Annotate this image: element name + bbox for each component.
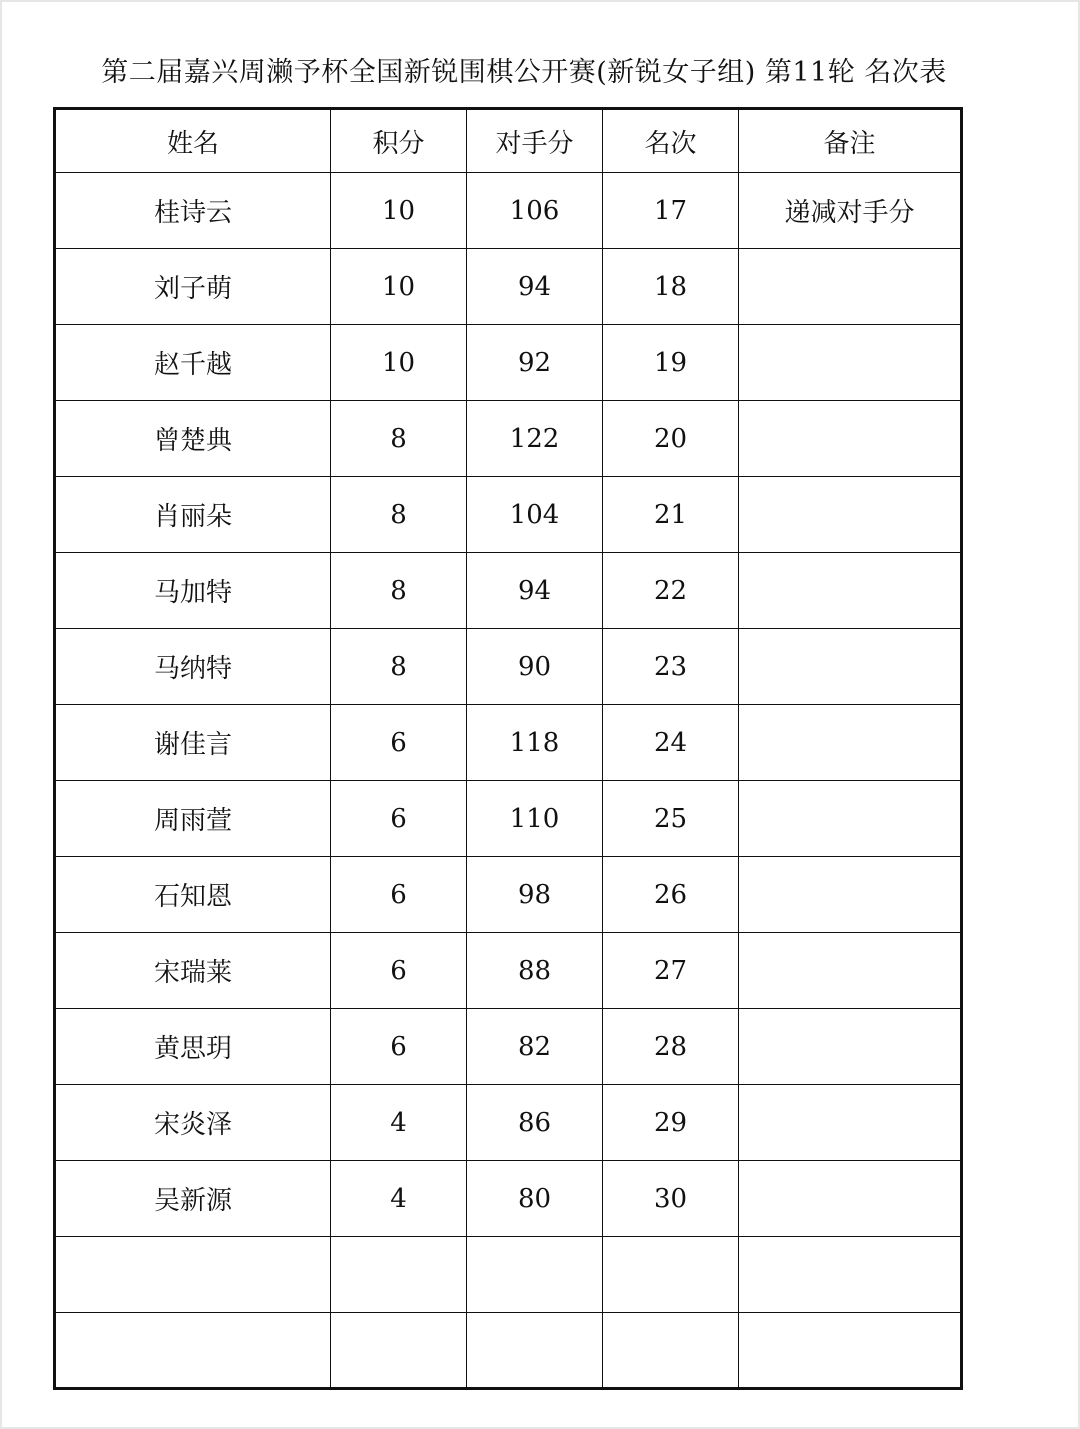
rank-cell: 20 [603, 401, 739, 477]
score-cell [331, 1237, 467, 1313]
table-row [55, 1313, 962, 1389]
page-title: 第二届嘉兴周濑予杯全国新锐围棋公开赛(新锐女子组) 第11轮 名次表 [101, 57, 947, 88]
table-row [55, 629, 962, 705]
player-name-cell [55, 1313, 331, 1389]
table-row [55, 325, 962, 401]
column-header-rank: 名次 [603, 109, 739, 173]
opponent-score-cell: 110 [467, 781, 603, 857]
rank-cell: 29 [603, 1085, 739, 1161]
remark-cell [739, 401, 962, 477]
remark-cell [739, 781, 962, 857]
remark-cell [739, 705, 962, 781]
remark-cell: 递减对手分 [739, 173, 962, 249]
ranking-table [53, 107, 963, 1390]
table-row [55, 1009, 962, 1085]
opponent-score-cell: 94 [467, 553, 603, 629]
opponent-score-cell [467, 1237, 603, 1313]
table-row [55, 857, 962, 933]
score-cell: 10 [331, 173, 467, 249]
player-name-cell: 赵千越 [55, 325, 331, 401]
table-row [55, 401, 962, 477]
remark-cell [739, 1161, 962, 1237]
rank-cell: 18 [603, 249, 739, 325]
score-cell: 6 [331, 781, 467, 857]
opponent-score-cell: 80 [467, 1161, 603, 1237]
score-cell: 4 [331, 1161, 467, 1237]
score-cell: 6 [331, 857, 467, 933]
score-cell: 8 [331, 553, 467, 629]
score-cell: 6 [331, 933, 467, 1009]
table-row [55, 933, 962, 1009]
remark-cell [739, 249, 962, 325]
opponent-score-cell: 86 [467, 1085, 603, 1161]
table-header-row [55, 109, 962, 173]
rank-cell: 26 [603, 857, 739, 933]
remark-cell [739, 1313, 962, 1389]
opponent-score-cell: 118 [467, 705, 603, 781]
rank-cell: 23 [603, 629, 739, 705]
opponent-score-cell: 88 [467, 933, 603, 1009]
player-name-cell: 马加特 [55, 553, 331, 629]
rank-cell: 17 [603, 173, 739, 249]
rank-cell: 22 [603, 553, 739, 629]
score-cell: 4 [331, 1085, 467, 1161]
rank-cell: 25 [603, 781, 739, 857]
opponent-score-cell: 98 [467, 857, 603, 933]
opponent-score-cell [467, 1313, 603, 1389]
remark-cell [739, 1237, 962, 1313]
opponent-score-cell: 94 [467, 249, 603, 325]
table-row [55, 173, 962, 249]
remark-cell [739, 1009, 962, 1085]
rank-cell: 19 [603, 325, 739, 401]
rank-cell: 27 [603, 933, 739, 1009]
opponent-score-cell: 122 [467, 401, 603, 477]
table-row [55, 553, 962, 629]
player-name-cell: 吴新源 [55, 1161, 331, 1237]
opponent-score-cell: 92 [467, 325, 603, 401]
score-cell: 10 [331, 249, 467, 325]
rank-cell: 30 [603, 1161, 739, 1237]
column-header-remark: 备注 [739, 109, 962, 173]
player-name-cell: 石知恩 [55, 857, 331, 933]
remark-cell [739, 1085, 962, 1161]
opponent-score-cell: 106 [467, 173, 603, 249]
rank-cell [603, 1237, 739, 1313]
player-name-cell [55, 1237, 331, 1313]
table-row [55, 477, 962, 553]
player-name-cell: 宋炎泽 [55, 1085, 331, 1161]
score-cell: 8 [331, 629, 467, 705]
opponent-score-cell: 104 [467, 477, 603, 553]
player-name-cell: 曾楚典 [55, 401, 331, 477]
table-row [55, 249, 962, 325]
player-name-cell: 马纳特 [55, 629, 331, 705]
table-row [55, 1085, 962, 1161]
opponent-score-cell: 90 [467, 629, 603, 705]
player-name-cell: 宋瑞莱 [55, 933, 331, 1009]
score-cell: 10 [331, 325, 467, 401]
player-name-cell: 刘子萌 [55, 249, 331, 325]
score-cell: 8 [331, 401, 467, 477]
opponent-score-cell: 82 [467, 1009, 603, 1085]
remark-cell [739, 933, 962, 1009]
rank-cell: 24 [603, 705, 739, 781]
column-header-score: 积分 [331, 109, 467, 173]
score-cell: 8 [331, 477, 467, 553]
player-name-cell: 周雨萱 [55, 781, 331, 857]
remark-cell [739, 629, 962, 705]
table-body [55, 173, 962, 1389]
column-header-name: 姓名 [55, 109, 331, 173]
score-cell [331, 1313, 467, 1389]
rank-cell: 28 [603, 1009, 739, 1085]
player-name-cell: 谢佳言 [55, 705, 331, 781]
table-row [55, 1237, 962, 1313]
remark-cell [739, 857, 962, 933]
remark-cell [739, 553, 962, 629]
column-header-opponent-score: 对手分 [467, 109, 603, 173]
score-cell: 6 [331, 1009, 467, 1085]
rank-cell: 21 [603, 477, 739, 553]
table-row [55, 781, 962, 857]
table-row [55, 705, 962, 781]
remark-cell [739, 477, 962, 553]
player-name-cell: 桂诗云 [55, 173, 331, 249]
rank-cell [603, 1313, 739, 1389]
remark-cell [739, 325, 962, 401]
table-row [55, 1161, 962, 1237]
player-name-cell: 肖丽朵 [55, 477, 331, 553]
score-cell: 6 [331, 705, 467, 781]
player-name-cell: 黄思玥 [55, 1009, 331, 1085]
